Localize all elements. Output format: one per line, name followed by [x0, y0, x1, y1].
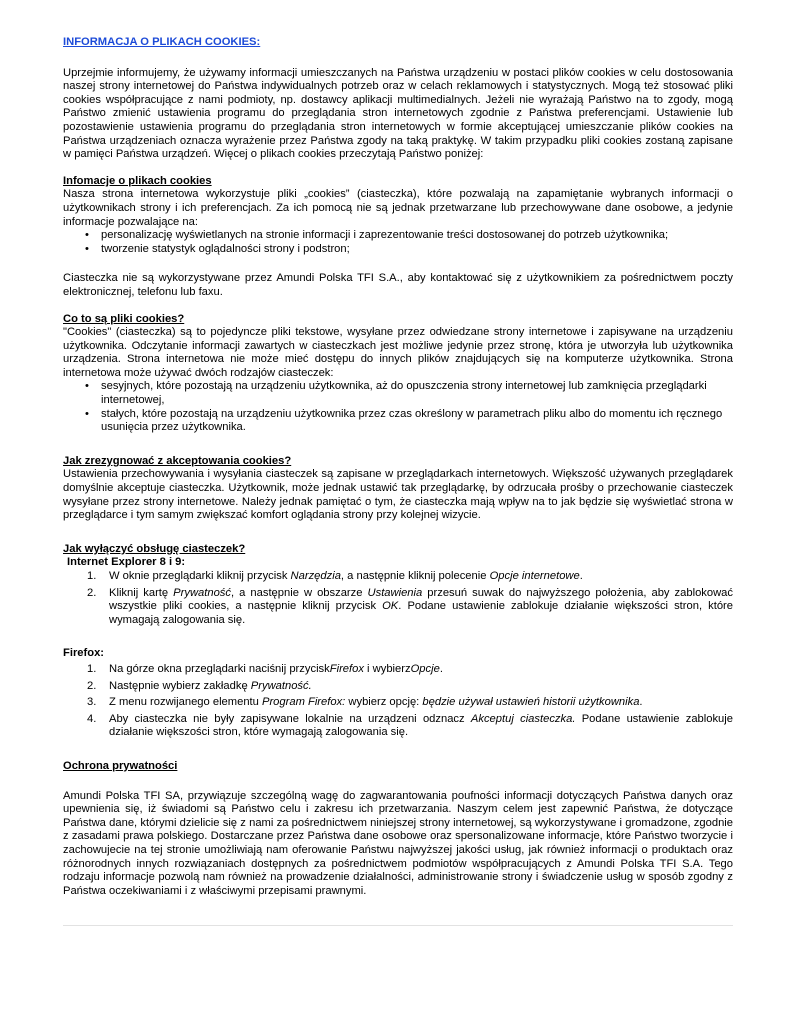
list-item: • sesyjnych, które pozostają na urządzeniu użytkownika, aż do opuszczenia strony internetowej lub zamknięcia przeglądarki internetowej,	[63, 380, 733, 407]
what-paragraph: "Cookies" (ciasteczka) są to pojedyncze pliki tekstowe, wysyłane przez odwiedzane strony internetowe i zapisywane na urządzeniu użytkownika. Odczytanie informacji zawartych w ciasteczkach jest możliwe jedynie przez stronę, która je utworzyła lub użytkownika urządzenia. Strona internetowa nie może mieć dostępu do innych plików znajdujących się na komputerze użytkownika. Strona internetowa może używać dwóch rodzajów ciasteczek:	[63, 326, 733, 379]
resign-paragraph: Ustawienia przechowywania i wysyłania ciasteczek są zapisane w przeglądarkach internetowych. Większość używanych przeglądarek domyślnie akceptuje ciasteczka. Użytkownik, może jednak ustawić tak przeglądarkę, by odrzucała prośby o przechowanie ciasteczek wysyłane przez strony internetowe. Należy jednak pamiętać o tym, że ciasteczka mają wpływ na to jak będzie się wyświetlać strona w przeglądarce i tym samym zwiększać komfort oglądania strony przy kolejnej wizycie.	[63, 468, 733, 522]
firefox-steps-list	[63, 663, 733, 740]
list-item: • stałych, które pozostają na urządzeniu użytkownika przez czas określony w parametrach pliku albo do momentu ich ręcznego usunięcia przez użytkownika.	[63, 408, 733, 435]
disable-heading: Jak wyłączyć obsługę ciasteczek?	[63, 542, 246, 555]
list-item: 4. Aby ciasteczka nie były zapisywane lokalnie na urządzeni odznacz Akceptuj ciasteczka. Podane ustawienie zablokuje działanie większości stron, które wymagają zalogowania się.	[87, 712, 733, 739]
document-title: INFORMACJA O PLIKACH COOKIES:	[63, 36, 261, 48]
list-item: 2. Następnie wybierz zakładkę Prywatność.	[87, 679, 312, 692]
spacer	[63, 740, 733, 760]
intro-paragraph: Uprzejmie informujemy, że używamy informacji umieszczanych na Państwa urządzeniu w postaci plików cookies w celu dostosowania naszej strony internetowej do Państwa indywidualnych potrzeb oraz w celach reklamowych i statystycznych. Mogą też stosować pliki cookies współpracujące z nami podmioty, np. dostawcy aplikacji multimedialnych. Jeżeli nie wyrażają Państwo na to zgody, mogą Państwo zmienić ustawienia programu do przeglądania stron internetowych zgodnie z Państwa preferencjami. Ustawienie lub pozostawienie ustawienia programu do przeglądania stron internetowych w formie akceptującej umieszczanie plików cookies na Państwa urządzeniach oznacza wyrażenie przez Państwa zgody na taką praktykę. W takim przypadku pliki cookies zostaną zapisane w pamięci Państwa urządzeń. Więcej o plikach cookies przeczytają Państwo poniżej:	[63, 66, 733, 161]
contact-paragraph: Ciasteczka nie są wykorzystywane przez Amundi Polska TFI S.A., aby kontaktować się z użytkownikiem za pośrednictwem poczty elektronicznej, telefonu lub faxu.	[63, 272, 733, 298]
list-item: • personalizację wyświetlanych na stronie informacji i zaprezentowanie treści dostosowanej do potrzeb użytkownika;	[63, 229, 733, 243]
spacer	[63, 627, 733, 647]
spacer	[63, 523, 733, 543]
list-item: 2. Kliknij kartę Prywatność, a następnie w obszarze Ustawienia przesuń suwak do najwyższego położenia, aby zablokować wszystkie pliki cookies, a następnie kliknij przycisk OK. Podane ustawienie zablokuje działanie większości stron, które wymagają zalogowania się.	[87, 586, 734, 626]
list-item: 3. Z menu rozwijanego elementu Program Firefox: wybierz opcję: będzie używał ustawień historii użytkownika.	[87, 696, 643, 709]
list-item: 1. W oknie przeglądarki kliknij przycisk Narzędzia, a następnie kliknij polecenie Opcje internetowe.	[87, 570, 583, 582]
spacer	[63, 774, 733, 790]
ie-heading: Internet Explorer 8 i 9:	[67, 556, 186, 569]
ie-steps-list	[63, 570, 733, 627]
cookie-policy-document	[63, 36, 733, 898]
spacer	[63, 435, 733, 455]
firefox-heading: Firefox:	[63, 647, 105, 660]
spacer	[63, 256, 733, 272]
list-item: 1. Na górze okna przeglądarki naciśnij przyciskFirefox i wybierzOpcje.	[87, 662, 443, 675]
list-item: • tworzenie statystyk oglądalności strony i podstron;	[63, 243, 733, 257]
info-bullet-list	[63, 229, 733, 256]
cookie-types-list	[63, 380, 733, 434]
privacy-paragraph: Amundi Polska TFI SA, przywiązuje szczególną wagę do zagwarantowania poufności informacji dotyczących Państwa danych oraz upewnienia się, iż świadomi są Państwo celu i zakresu ich przetwarzania. Naszym celem jest zapewnić Państwa, że dotyczące Państwa dane, którymi dzielicie się z nami za pośrednictwem niniejszej strony internetowej, są wykorzystywane i gromadzone, zgodnie z zasadami prawa polskiego. Dostarczane przez Państwa dane osobowe oraz spersonalizowane informacje, które Państwo tworzycie i zachowujecie na tej stronie umożliwiają nam oferowanie Państwu najwyższej jakości usług, jak również informacji o produktach oraz różnorodnych innych rozwiązaniach dostępnych za pośrednictwem podmiotów współpracujących z Amundi Polska TFI S.A. Tego rodzaju informacje pozwolą nam również na prowadzenie działalności, administrowanie strony i świadczenie usług w sposób zgodny z Państwa oczekiwaniami i z właściwymi przepisami prawnymi.	[63, 789, 733, 897]
spacer	[63, 162, 733, 175]
resign-heading: Jak zrezygnować z akceptowania cookies?	[63, 454, 292, 467]
info-paragraph: Nasza strona internetowa wykorzystuje pliki „cookies” (ciasteczka), które pozwalają na zapamiętanie wybranych informacji o użytkownikach strony i ich preferencjach. Za ich pomocą nie są jednak przetwarzane lub przechowywane dane osobowe, a jedynie informacje pozwalające na:	[63, 188, 733, 228]
privacy-heading: Ochrona prywatności	[63, 759, 178, 772]
footer-divider	[63, 925, 733, 926]
spacer	[63, 300, 733, 313]
what-heading: Co to są pliki cookies?	[63, 312, 185, 325]
info-heading: Infomacje o plikach cookies	[63, 174, 212, 187]
